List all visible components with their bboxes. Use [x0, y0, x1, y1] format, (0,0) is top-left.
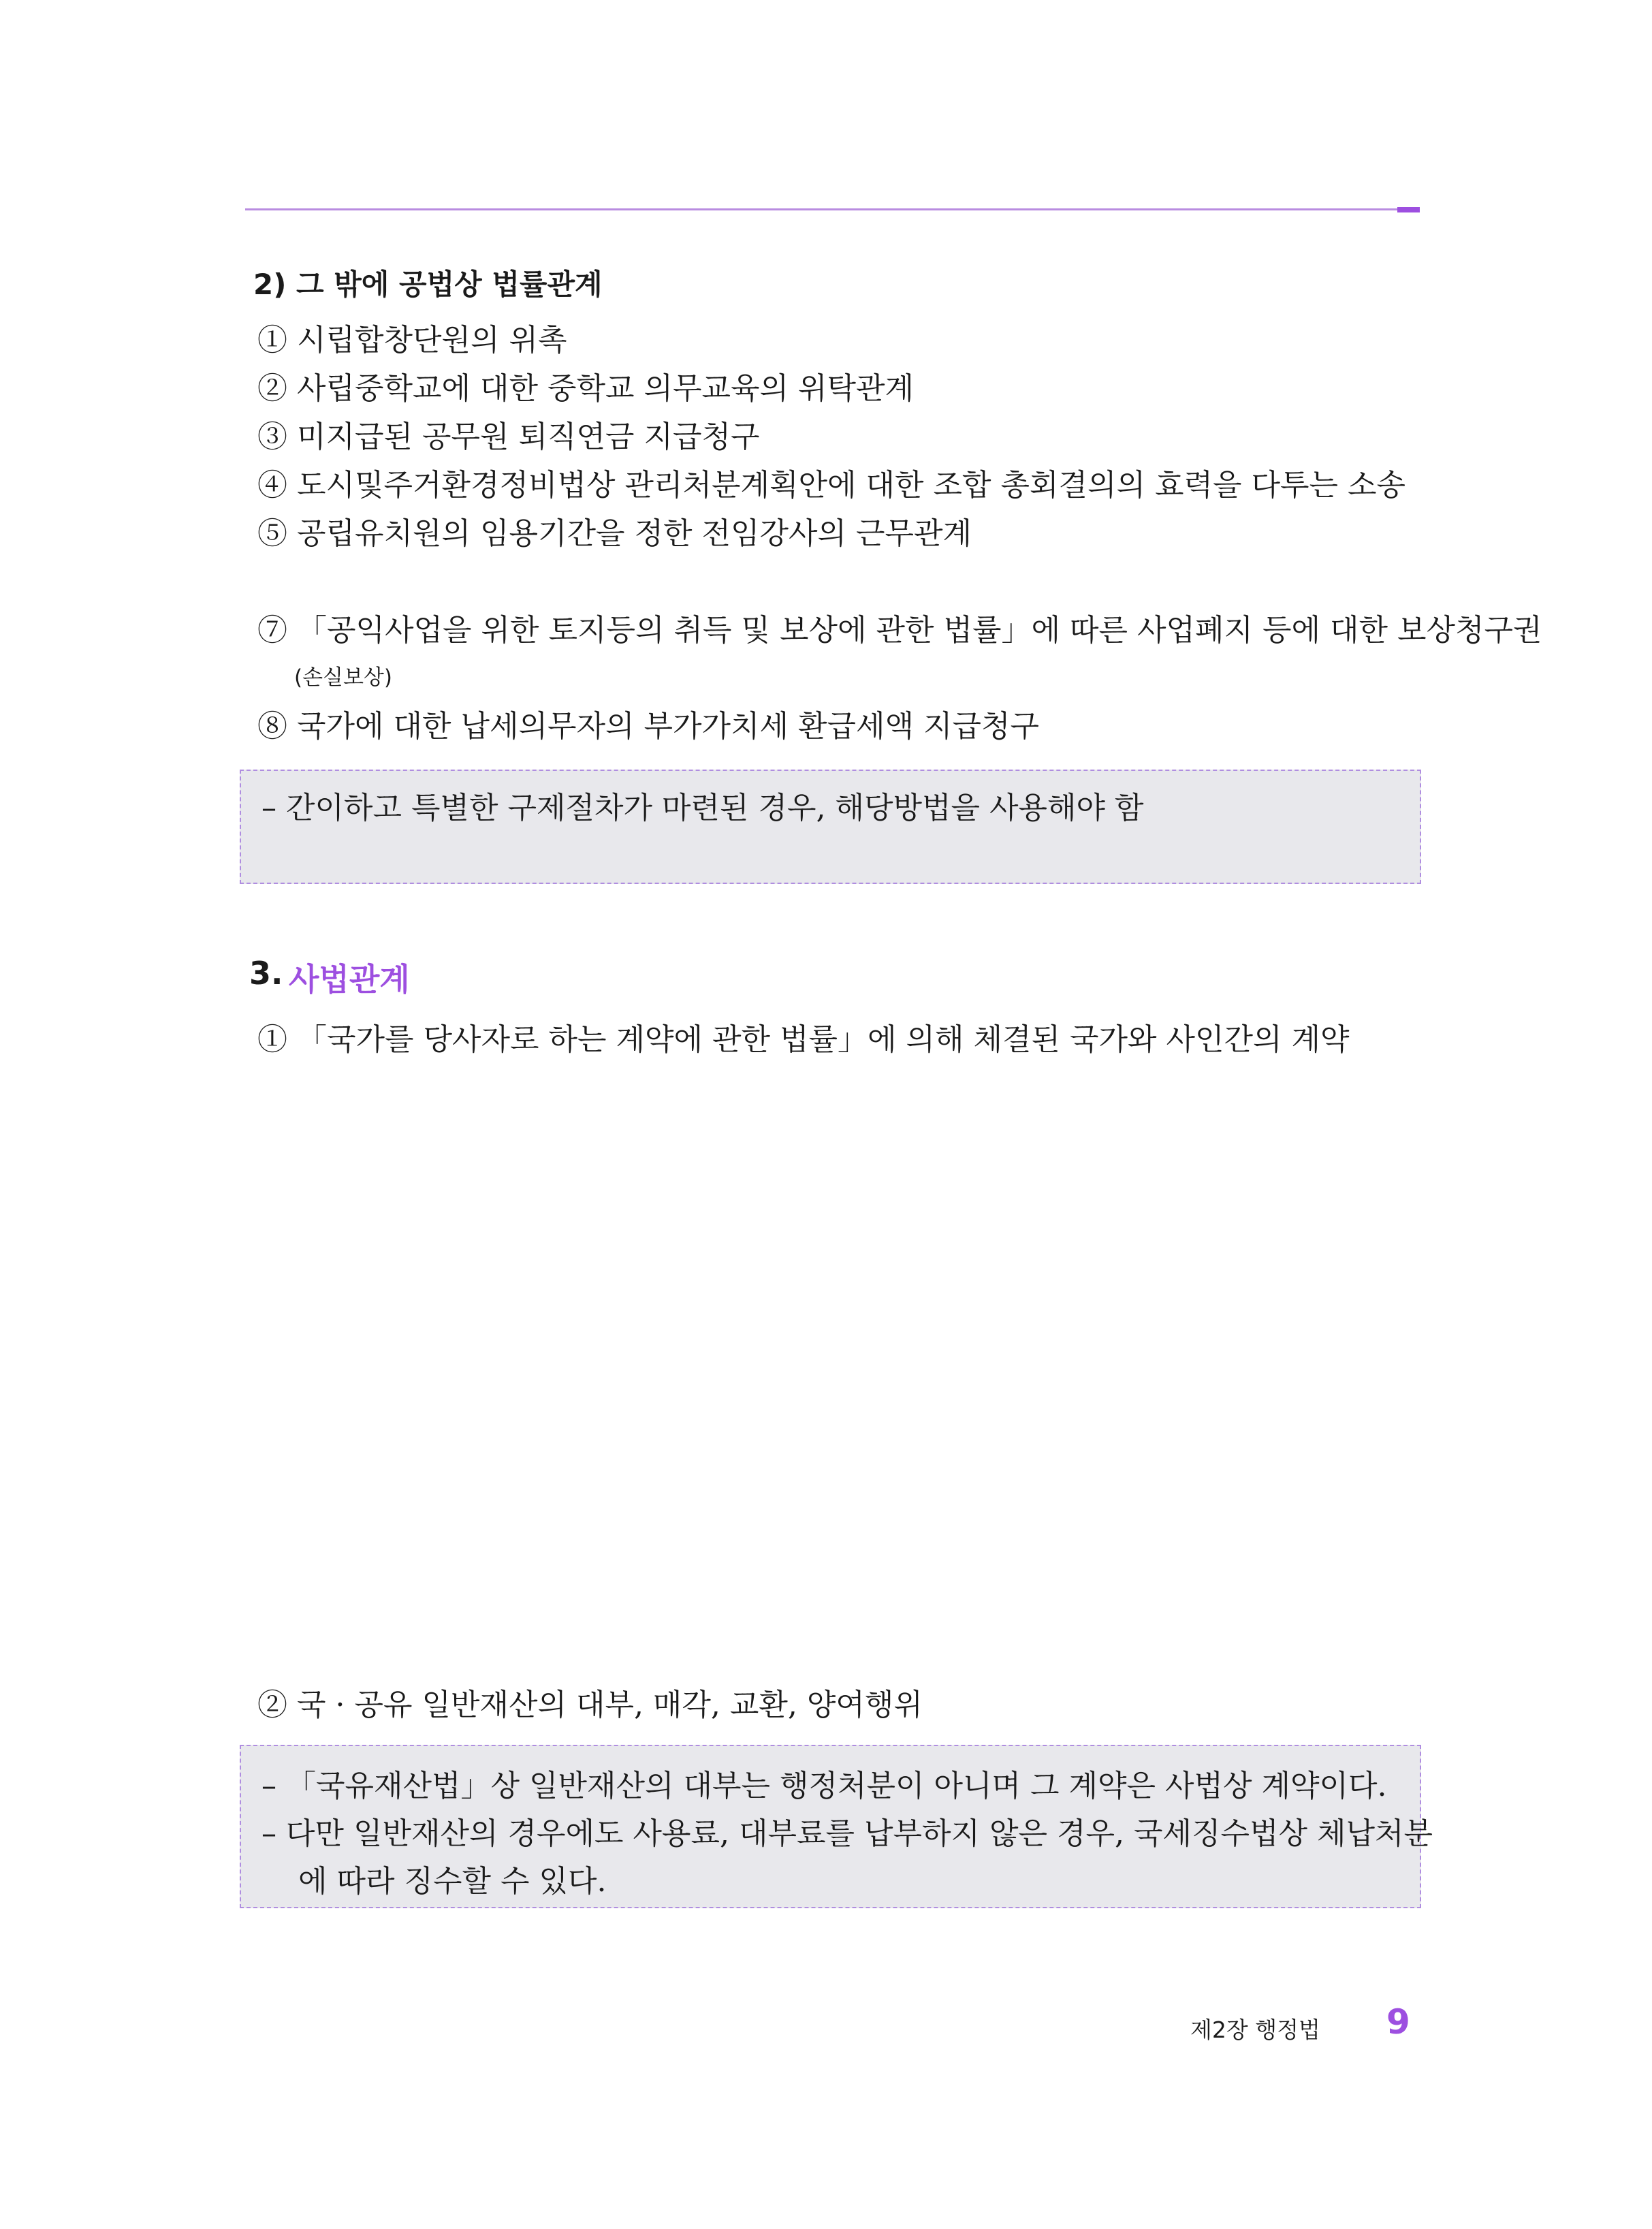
note-text: – 간이하고 특별한 구제절차가 마련된 경우, 해당방법을 사용해야 함	[261, 791, 1144, 825]
list-item: ② 국 · 공유 일반재산의 대부, 매각, 교환, 양여행위	[257, 1688, 923, 1722]
list-item: ③ 미지급된 공무원 퇴직연금 지급청구	[257, 420, 760, 454]
header-accent	[1397, 207, 1420, 212]
list-item: ⑧ 국가에 대한 납세의무자의 부가가치세 환급세액 지급청구	[257, 709, 1040, 744]
list-item-note: (손실보상)	[294, 665, 392, 690]
note-text: – 「국유재산법」상 일반재산의 대부는 행정처분이 아니며 그 계약은 사법상 계약이다.	[261, 1769, 1387, 1803]
list-item: ⑤ 공립유치원의 임용기간을 정한 전임강사의 근무관계	[257, 516, 972, 551]
note-text: – 다만 일반재산의 경우에도 사용료, 대부료를 납부하지 않은 경우, 국세징수법상 체납처분	[261, 1816, 1433, 1851]
page-number: 9	[1386, 2002, 1410, 2042]
note-box	[240, 1745, 1433, 1908]
list-item: ⑦ 「공익사업을 위한 토지등의 취득 및 보상에 관한 법률」에 따른 사업폐지 등에 대한 보상청구권	[257, 613, 1542, 648]
list-item: ④ 도시및주거환경정비법상 관리처분계획안에 대한 조합 총회결의의 효력을 다투는 소송	[257, 468, 1406, 503]
list-item: ① 「국가를 당사자로 하는 계약에 관한 법률」에 의해 체결된 국가와 사인간의 계약	[257, 1022, 1350, 1057]
list-item: ② 사립중학교에 대한 중학교 의무교육의 위탁관계	[257, 371, 915, 406]
section-title: 사법관계	[289, 961, 410, 998]
section-heading: 2) 그 밖에 공법상 법률관계	[253, 268, 603, 301]
note-box	[240, 770, 1421, 884]
list-item: ① 시립합창단원의 위촉	[257, 323, 567, 358]
chapter-label: 제2장 행정법	[1190, 2017, 1320, 2043]
section-number: 3.	[249, 955, 283, 992]
header-rule	[245, 208, 1420, 210]
note-text: 에 따라 징수할 수 있다.	[298, 1864, 607, 1899]
